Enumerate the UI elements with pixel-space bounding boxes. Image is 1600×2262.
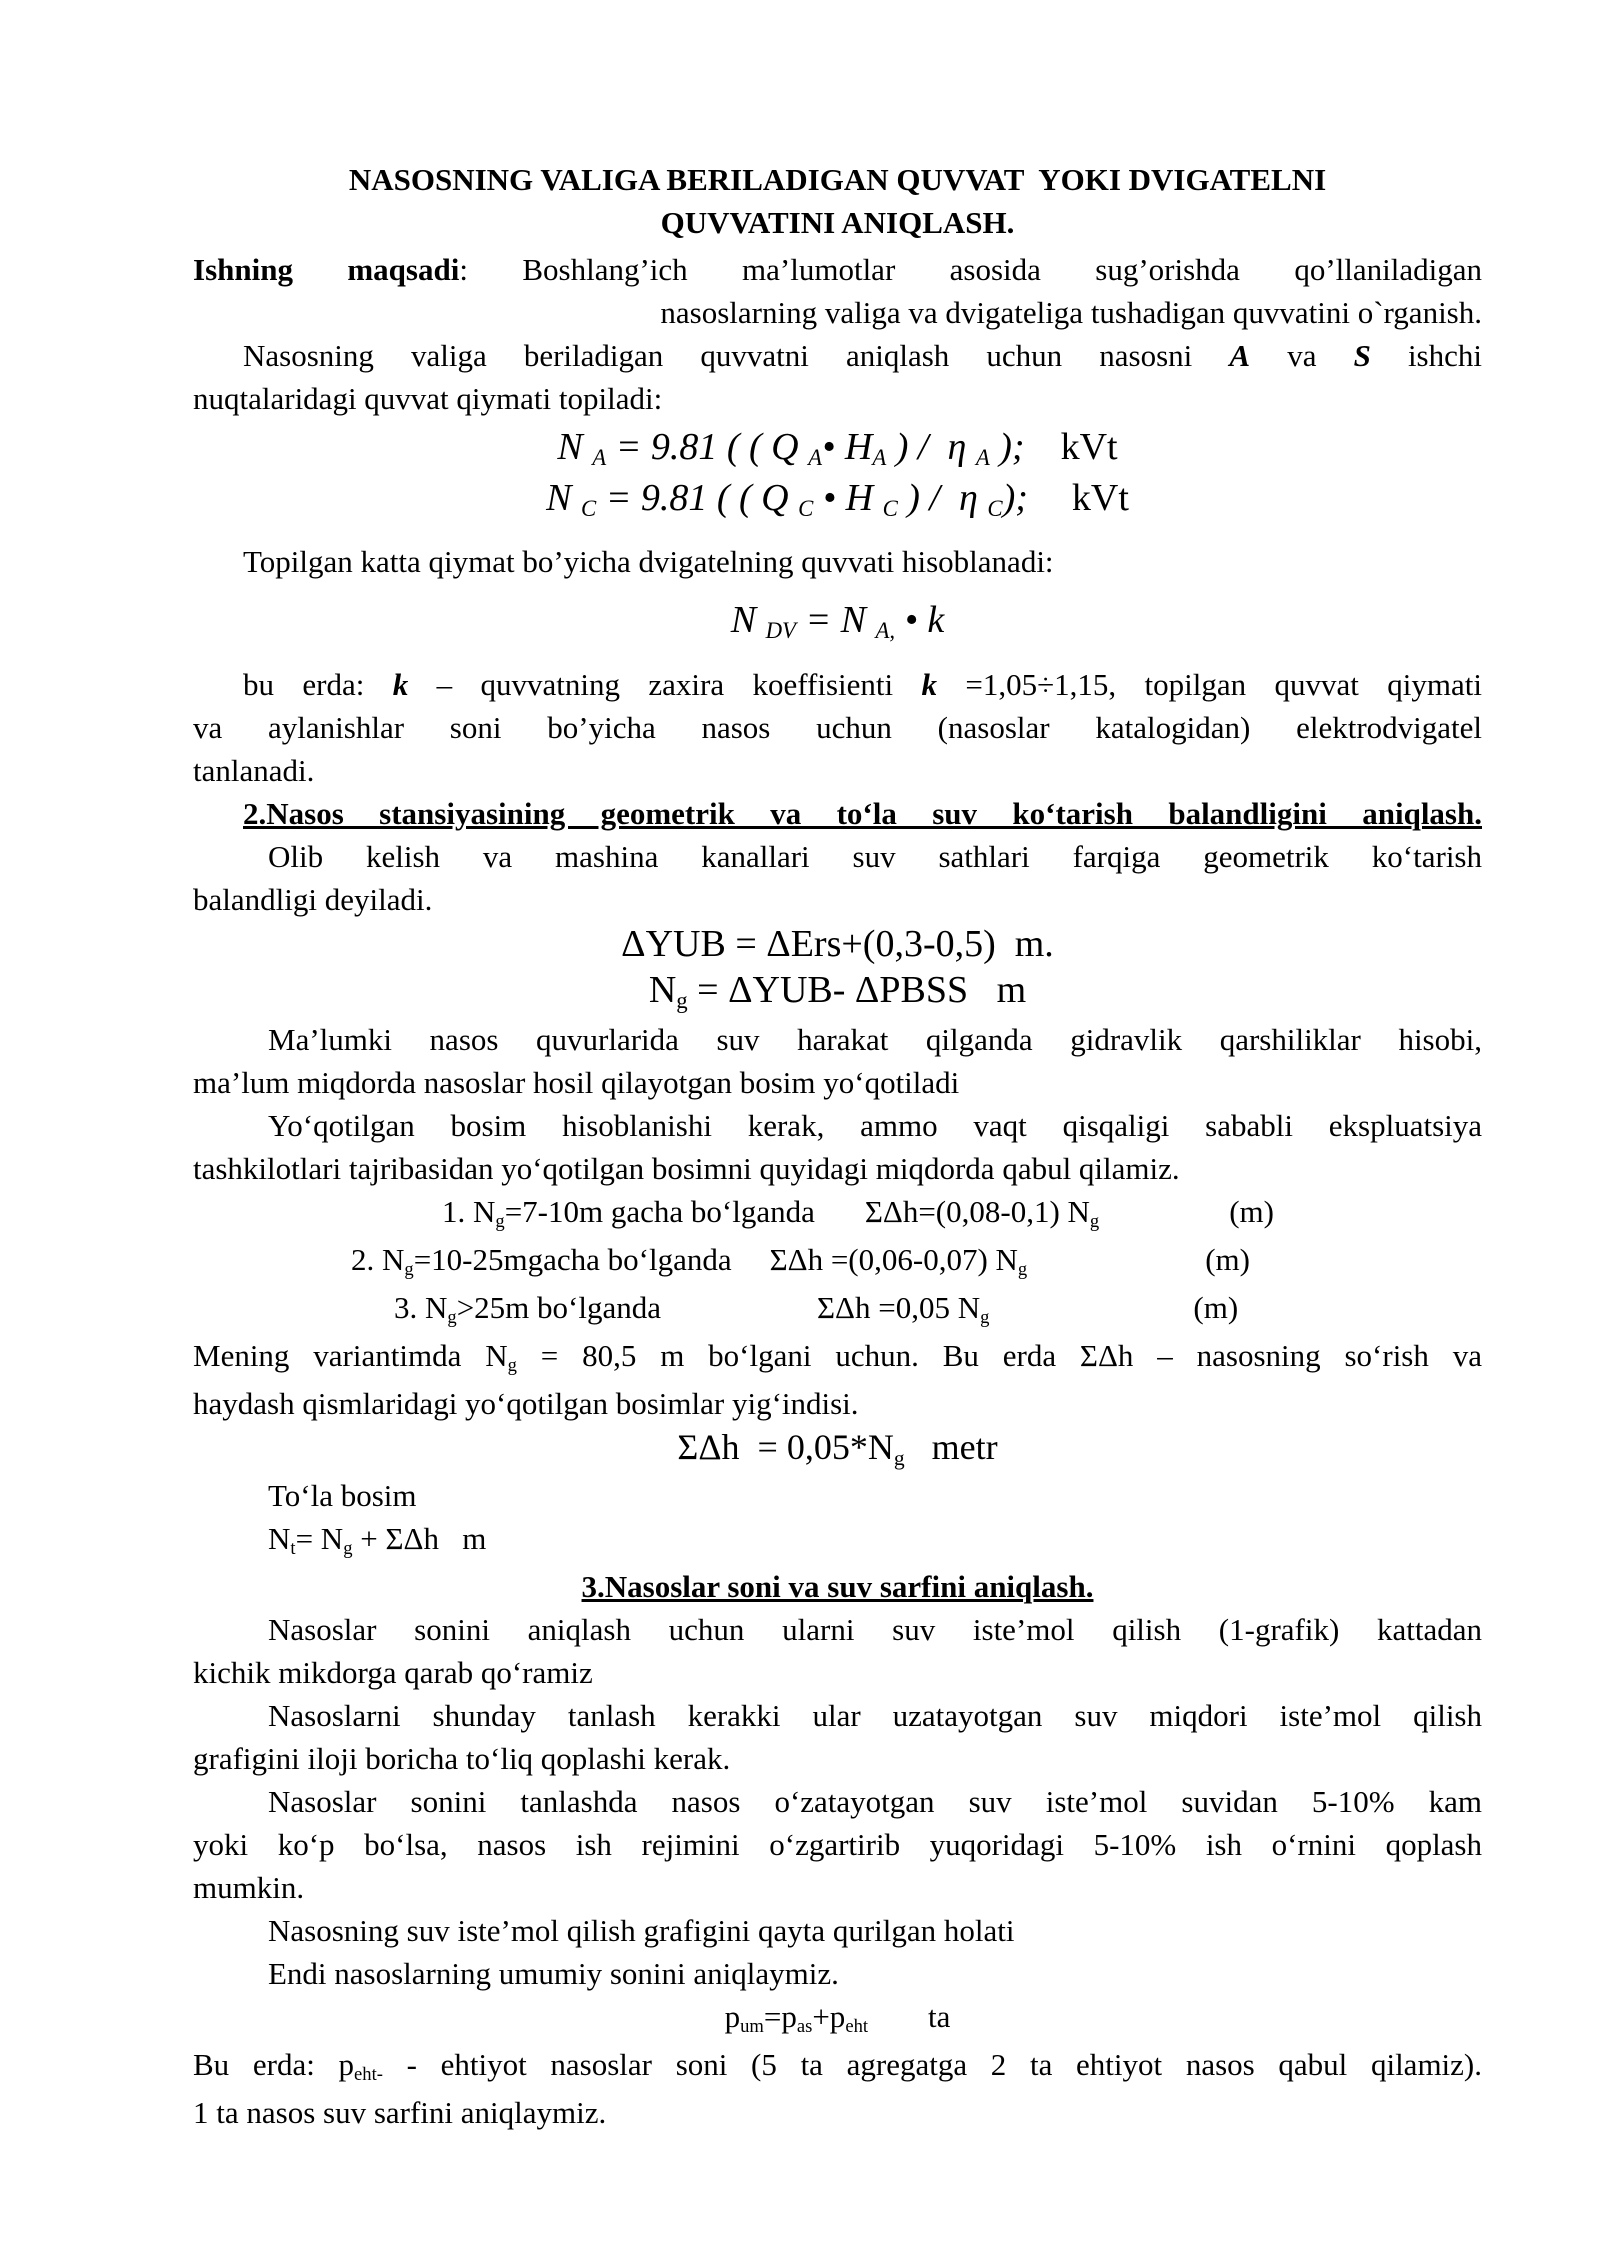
paragraph-2-line-1 (193, 334, 1482, 377)
paragraph-13-line-3: mumkin. (193, 1870, 305, 1905)
text-segment: bu erda: (243, 667, 393, 702)
text-segment: (m) (1229, 1194, 1274, 1229)
paragraph-12-line-2: grafigini iloji boricha to‘liq qoplashi kerak. (193, 1741, 731, 1776)
paragraph-3: Topilgan katta qiymat bo’yicha dvigatelning quvvati hisoblanadi: (243, 544, 1054, 579)
paragraph-5-line-2: balandligi deyiladi. (193, 882, 433, 917)
paragraph-16-line-1 (193, 2043, 1482, 2091)
text-segment: t (290, 1538, 296, 1560)
text-segment: ) / η (897, 477, 988, 519)
text-segment: = N (795, 599, 876, 641)
text-segment: p (724, 1999, 741, 2034)
text-segment: ΣΔh=(0,08-0,1) N (864, 1194, 1090, 1229)
paragraph-4-line-2: va aylanishlar soni bo’yicha nasos uchun (nasoslar katalogidan) elektrodvigatel (193, 710, 1482, 745)
text-segment: N (648, 969, 677, 1011)
paragraph-16-line-2: 1 ta nasos suv sarfini aniqlaymiz. (193, 2095, 607, 2130)
formula-sum-dh (193, 1425, 1482, 1474)
list-item-3 (193, 1286, 1482, 1334)
text-segment: va (1250, 338, 1354, 373)
text-segment: eht- (354, 2064, 383, 2086)
paragraph-15: Endi nasoslarning umumiy sonini aniqlaymiz. (268, 1956, 839, 1991)
text-segment: =10-25mgacha bo‘lganda (413, 1242, 732, 1277)
paragraph-13-line-1: Nasoslar sonini tanlashda nasos o‘zatayotgan suv iste’mol suvidan 5-10% kam (268, 1784, 1482, 1819)
text-segment: kVt (1060, 426, 1118, 468)
formula-nc (193, 475, 1482, 526)
paragraph-11-line-1: Nasoslar sonini aniqlash uchun ularni suv iste’mol qilish (1-grafik) kattadan (268, 1612, 1482, 1647)
text-segment: N (268, 1521, 291, 1556)
text-segment: g (343, 1538, 353, 1560)
text-segment: um (740, 2016, 764, 2038)
text-segment: ) / η (886, 426, 976, 468)
text-segment: ishchi (1370, 338, 1482, 373)
text-segment: 3. N (394, 1290, 448, 1325)
text-segment: g (1089, 1211, 1100, 1233)
title-line-1: NASOSNING VALIGA BERILADIGAN QUVVAT YOKI DVIGATELNI (348, 162, 1327, 197)
text-segment: S (1353, 338, 1371, 373)
text-segment: +p (812, 1999, 846, 2034)
text-segment: g (447, 1307, 457, 1329)
text-segment: = 9.81 ( ( Q (606, 426, 809, 468)
text-segment: =7-10m gacha bo‘lganda (504, 1194, 815, 1229)
text-segment: A (975, 445, 990, 471)
text-segment: Ishning maqsadi (193, 252, 460, 287)
purpose-line-2: nasoslarning valiga va dvigateliga tushadigan quvvatini o`rganish. (660, 295, 1482, 330)
text-segment: C (882, 496, 898, 522)
text-segment: C (798, 496, 814, 522)
paragraph-14: Nasosning suv iste’mol qilish grafigini qayta qurilgan holati (268, 1913, 1015, 1948)
paragraph-8-line-1 (193, 1334, 1482, 1382)
text-segment: : Boshlang’ich ma’lumotlar asosida sug’orishda qo’llaniladigan (459, 252, 1482, 287)
text-segment: ); (1002, 477, 1028, 519)
text-segment: ΣΔh = 0,05*N (677, 1427, 894, 1467)
text-segment: g (1017, 1259, 1028, 1281)
heading-3: 3.Nasoslar soni va suv sarfini aniqlash. (581, 1569, 1094, 1604)
paragraph-6-line-2: ma’lum miqdorda nasoslar hosil qilayotgan bosim yo‘qotiladi (193, 1065, 960, 1100)
paragraph-11-line-2: kichik mikdorga qarab qo‘ramiz (193, 1655, 593, 1690)
text-segment: ΣΔh =(0,06-0,07) N (769, 1242, 1018, 1277)
text-segment: = 80,5 m bo‘lgani uchun. Bu erda ΣΔh – nasosning so‘rish va (516, 1338, 1482, 1373)
text-segment: (m) (1193, 1290, 1239, 1325)
list-item-2 (193, 1238, 1482, 1286)
paragraph-4-line-1 (193, 663, 1482, 706)
text-segment: >25m bo‘lganda (456, 1290, 661, 1325)
text-segment: DV (765, 618, 796, 644)
paragraph-8-line-2: haydash qismlaridagi yo‘qotilgan bosimlar yig‘indisi. (193, 1386, 859, 1421)
formula-yub: ΔYUB = ΔErs+(0,3-0,5) m. (621, 923, 1054, 965)
text-segment: ΣΔh =0,05 N (817, 1290, 981, 1325)
text-segment: N (546, 477, 581, 519)
purpose-line-1 (193, 248, 1482, 291)
list-item-1 (193, 1190, 1482, 1238)
text-segment: – quvvatning zaxira koeffisienti (408, 667, 922, 702)
text-segment: Mening variantimda N (193, 1338, 508, 1373)
text-segment: - ehtiyot nasoslar soni (5 ta agregatga 2 ta ehtiyot nasos qabul qilamiz). (382, 2047, 1482, 2082)
formula-ndv (193, 597, 1482, 648)
text-segment: as (796, 2016, 813, 2038)
text-segment: g (980, 1307, 990, 1329)
text-segment: ta (928, 1999, 951, 2034)
formula-nt (193, 1517, 1482, 1565)
text-segment: • k (895, 599, 945, 641)
text-segment: k (921, 667, 937, 702)
paragraph-6-line-1: Ma’lumki nasos quvurlarida suv harakat qilganda gidravlik qarshiliklar hisobi, (268, 1022, 1482, 1057)
text-segment: A (872, 445, 887, 471)
text-segment: N (730, 599, 766, 641)
text-segment: = N (295, 1521, 344, 1556)
text-segment: A (808, 445, 823, 471)
text-segment: (m) (1205, 1242, 1250, 1277)
text-segment: g (404, 1259, 414, 1281)
text-segment: eht (845, 2016, 869, 2038)
text-segment: ); (989, 426, 1025, 468)
text-segment: g (893, 1446, 905, 1471)
text-segment: Nasosning valiga beriladigan quvvatni aniqlash uchun nasosni (243, 338, 1230, 373)
text-segment: = ΔYUB- ΔPBSS m (687, 969, 1027, 1011)
text-segment: kVt (1071, 477, 1129, 519)
text-segment: metr (904, 1427, 998, 1467)
paragraph-5-line-1: Olib kelish va mashina kanallari suv sathlari farqiga geometrik ko‘tarish (268, 839, 1482, 874)
paragraph-2-line-2: nuqtalaridagi quvvat qiymati topiladi: (193, 381, 663, 416)
text-segment: g (676, 988, 688, 1014)
text-segment: Bu erda: p (193, 2047, 355, 2082)
text-segment: • H (822, 426, 873, 468)
text-segment: 2. N (351, 1242, 405, 1277)
paragraph-9: To‘la bosim (268, 1478, 417, 1513)
heading-2: 2.Nasos stansiyasining geometrik va to‘la suv ko‘tarish balandligini aniqlash. (243, 796, 1482, 831)
text-segment: A, (875, 618, 896, 644)
title-line-2: QUVVATINI ANIQLASH. (660, 205, 1015, 240)
text-segment: N (557, 426, 593, 468)
text-segment: =p (763, 1999, 797, 2034)
text-segment: =1,05÷1,15, topilgan quvvat qiymati (937, 667, 1482, 702)
paragraph-13-line-2: yoki ko‘p bo‘lsa, nasos ish rejimini o‘zgartirib yuqoridagi 5-10% ish o‘rnini qoplash (193, 1827, 1482, 1862)
text-segment: k (392, 667, 409, 702)
formula-pum (193, 1995, 1482, 2043)
formula-na (193, 424, 1482, 475)
paragraph-7-line-2: tashkilotlari tajribasidan yo‘qotilgan bosimni quyidagi miqdorda qabul qilamiz. (193, 1151, 1180, 1186)
text-segment: C (580, 496, 597, 522)
text-segment: A (1229, 338, 1251, 373)
formula-ng (193, 967, 1482, 1018)
text-segment: • H (813, 477, 883, 519)
text-segment: 1. N (442, 1194, 496, 1229)
text-segment: A (592, 445, 607, 471)
text-segment: C (987, 496, 1003, 522)
text-segment: g (507, 1355, 517, 1377)
paragraph-4-line-3: tanlanadi. (193, 753, 315, 788)
text-segment: + ΣΔh m (352, 1521, 487, 1556)
text-segment: g (495, 1211, 505, 1233)
paragraph-7-line-1: Yo‘qotilgan bosim hisoblanishi kerak, ammo vaqt qisqaligi sababli ekspluatsiya (268, 1108, 1482, 1143)
paragraph-12-line-1: Nasoslarni shunday tanlash kerakki ular uzatayotgan suv miqdori iste’mol qilish (268, 1698, 1482, 1733)
text-segment: = 9.81 ( ( Q (596, 477, 799, 519)
